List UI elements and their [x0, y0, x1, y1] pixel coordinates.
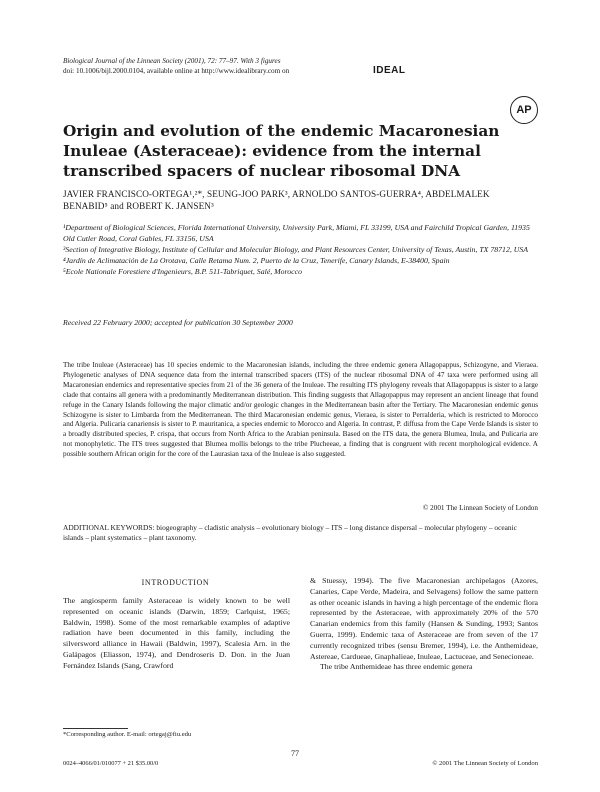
- doi-line[interactable]: doi: 10.1006/bijl.2000.0104, available online at http://www.idealibrary.com on: [63, 67, 290, 75]
- footer-issn: 0024–4066/01/010077 + 21 $35.00/0: [63, 760, 159, 767]
- abstract-copyright: © 2001 The Linnean Society of London: [422, 504, 538, 512]
- affiliation-1: ¹Department of Biological Sciences, Florida International University, University Park, Miami, FL 33199, USA and Fairchild Tropical Garden, 11935 Old Cutler Road, Coral Gables, FL 33156, USA: [63, 223, 530, 243]
- article-title: Origin and evolution of the endemic Macaronesian Inuleae (Asteraceae): evidence from the internal transcribed spacers of nuclear ribosomal DNA: [63, 122, 500, 180]
- intro-left-column: The angiosperm family Asteraceae is widely known to be well represented on oceanic islands (Darwin, 1859; Carlquist, 1965; Baldwin, 1998). Some of the most remarkable examples of adaptive radiation have been documented in this family, including the silversword alliance in Hawaii (Baldwin, 1997), Scalesia Arn. in the Galápagos (Eliasson, 1974), and Dendroseris D. Don. in the Juan Fernández Islands (Sang, Crawford: [63, 596, 290, 670]
- intro-right-paragraph-1: & Stuessy, 1994). The five Macaronesian archipelagos (Azores, Canaries, Cape Verde, Madeira, and Selvagens) follow the same pattern as other oceanic islands in having a high percentage of the endemic flora represented by the Asteraceae, with approximately 20% of the 570 Canarian endemics from this family (Hansen & Sunding, 1993; Santos Guerra, 1999). Endemic taxa of Asteraceae are from seven of the 17 currently recognized tribes (sensu Bremer, 1994), i.e. the Anthemideae, Astereae, Cardueae, Gnaphalieae, Inuleae, Lactuceae, and Senecioneae.: [310, 576, 538, 661]
- publisher-logo-icon: AP: [510, 96, 538, 124]
- section-heading-introduction: INTRODUCTION: [141, 578, 210, 587]
- footer-copyright: © 2001 The Linnean Society of London: [432, 760, 538, 767]
- received-dates: Received 22 February 2000; accepted for publication 30 September 2000: [63, 318, 293, 327]
- abstract: The tribe Inuleae (Asteraceae) has 10 species endemic to the Macaronesian islands, including the three endemic genera Allagopappus, Schizogyne, and Vieraea. Phylogenetic analyses of DNA sequence data from the internal transcribed spacers (ITS) of the nuclear ribosomal DNA of 47 taxa were performed using all Macaronesian endemics and representative species from 21 of the 36 genera of the Inuleae. The resulting ITS phylogeny reveals that Allagopappus is sister to a large clade that contains all genera with a predominantly Mediterranean distribution. This finding suggests that Allagopappus may represent an ancient lineage that found refuge in the Canary Islands following the major climatic and/or geologic changes in the Mediterranean basin after the Tertiary. The Macaronesian endemic genus Schizogyne is sister to Limbarda from the Mediterranean. The third Macaronesian endemic genus, Vieraea, is sister to Perralderia, which is restricted to Morocco and Algeria. Pulicaria canariensis is sister to P. mauritanica, a species endemic to Morocco and Algeria. In contrast, P. diffusa from the Cape Verde Islands is sister to a broadly distributed species, P. crispa, that occurs from North Africa to the Arabian peninsula. Based on the ITS data, the genera Blumea, Inula, and Pulicaria are not monophyletic. The ITS trees suggested that Blumea mollis belongs to the tribe Plucheeae, a finding that is congruent with recent morphological evidence. A possible southern African origin for the core of the Laurasian taxa of the Inuleae is also suggested.: [63, 361, 538, 459]
- affiliation-2: ³Section of Integrative Biology, Institute of Cellular and Molecular Biology, and Plant Resources Center, University of Texas, Austin, TX 78712, USA: [63, 244, 529, 254]
- author-list: JAVIER FRANCISCO-ORTEGA¹,²*, SEUNG-JOO PARK³, ARNOLDO SANTOS-GUERRA⁴, ABDELMALEK BENABID⁵ and ROBERT K. JANSEN³: [63, 189, 490, 211]
- keywords: ADDITIONAL KEYWORDS: biogeography – cladistic analysis – evolutionary biology – ITS – long distance dispersal – molecular phylogeny – oceanic islands – plant systematics – plant taxonomy.: [63, 523, 517, 542]
- intro-right-paragraph-2: The tribe Anthemideae has three endemic genera: [320, 662, 473, 672]
- journal-header: [63, 56, 523, 76]
- ideal-logo: IDEAL: [373, 65, 406, 76]
- footnote-rule: [63, 728, 128, 729]
- intro-right-column: [310, 576, 538, 673]
- affiliation-3: ⁴Jardín de Aclimatación de La Orotava, Calle Retama Num. 2, Puerto de la Cruz, Tenerife, Canary Islands, E-38400, Spain: [63, 255, 450, 265]
- affiliations: [63, 223, 538, 278]
- journal-citation: Biological Journal of the Linnean Society (2001), 72: 77–97. With 3 figures: [63, 57, 281, 65]
- page-number: 77: [291, 749, 299, 758]
- affiliation-4: ⁵Ecole Nationale Forestiere d'Ingenieurs, B.P. 511-Tabriquet, Salé, Morocco: [63, 266, 302, 276]
- corresponding-author-footnote: *Corresponding author. E-mail: ortegaj@fiu.edu: [63, 731, 192, 738]
